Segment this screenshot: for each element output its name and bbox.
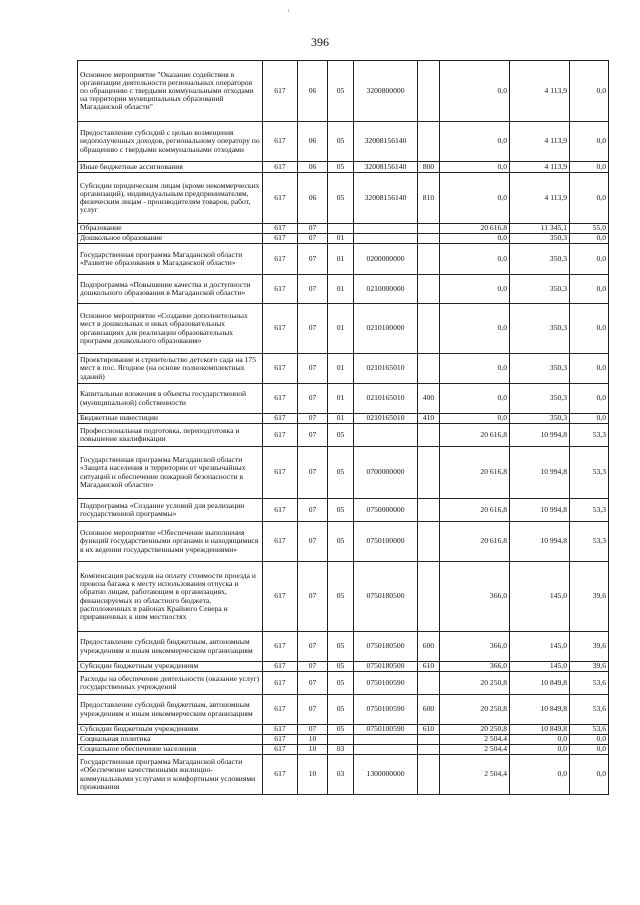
cell-name: Основное мероприятие «Обеспечение выполнения функций государственными органами и находящимися в их ведении государственными учреждениями» [78,522,263,562]
cell-target-article: 0210165010 [354,384,418,414]
cell-planned: 0,0 [440,275,510,304]
cell-name: Государственная программа Магаданской области «Развитие образования в Магаданской области» [78,244,263,275]
cell-name: Расходы на обеспечение деятельности (оказание услуг) государственных учреждений [78,672,263,695]
cell-target-article [354,745,418,755]
cell-planned: 0,0 [440,162,510,173]
cell-percent: 0,0 [570,173,609,224]
table-row [78,755,609,795]
cell-grbs: 617 [263,695,298,725]
cell-subsection: 01 [328,414,354,424]
cell-expense-type: 600 [418,632,440,662]
cell-expense-type [418,234,440,244]
cell-executed: 10 994,8 [510,424,570,447]
cell-subsection: 05 [328,447,354,499]
table-row [78,735,609,745]
cell-percent: 53,6 [570,672,609,695]
cell-executed: 4 113,9 [510,162,570,173]
cell-target-article: 0200000000 [354,244,418,275]
cell-planned: 20 616,8 [440,522,510,562]
cell-planned: 0,0 [440,414,510,424]
cell-percent: 0,0 [570,61,609,122]
cell-target-article: 0750180500 [354,662,418,672]
cell-target-article: 0750100000 [354,522,418,562]
cell-expense-type [418,447,440,499]
cell-executed: 350,3 [510,414,570,424]
cell-expense-type [418,522,440,562]
cell-grbs: 617 [263,672,298,695]
cell-subsection: 03 [328,745,354,755]
cell-section: 06 [298,162,328,173]
cell-name: Государственная программа Магаданской области «Защита населения и территории от чрезвычайных ситуаций и обеспечение пожарной безопасности в Магаданской области» [78,447,263,499]
cell-subsection: 01 [328,384,354,414]
table-row [78,122,609,162]
cell-name: Социальная политика [78,735,263,745]
cell-name: Основное мероприятие «Создание дополнительных мест в дошкольных и иных образовательных организациях для реализации образовательных программ дошкольного образования» [78,304,263,354]
cell-name: Проектирование и строительство детского сада на 175 мест в пос. Ягодное (на основе полнокомплектных зданий) [78,354,263,384]
cell-grbs: 617 [263,304,298,354]
cell-section: 10 [298,745,328,755]
table-row [78,224,609,234]
cell-section: 07 [298,304,328,354]
cell-executed: 10 994,8 [510,499,570,522]
cell-executed: 10 849,8 [510,725,570,735]
cell-section: 07 [298,695,328,725]
cell-percent: 0,0 [570,384,609,414]
cell-section: 07 [298,224,328,234]
cell-subsection: 05 [328,725,354,735]
cell-planned: 0,0 [440,244,510,275]
cell-subsection: 05 [328,632,354,662]
cell-planned: 20 616,8 [440,424,510,447]
page-number: 396 [311,35,329,49]
cell-name: Образование [78,224,263,234]
cell-executed: 10 994,8 [510,522,570,562]
table-row [78,244,609,275]
table-row [78,275,609,304]
cell-planned: 20 616,8 [440,224,510,234]
cell-subsection: 01 [328,244,354,275]
cell-executed: 350,3 [510,354,570,384]
table-row [78,414,609,424]
cell-expense-type: 400 [418,384,440,414]
cell-section: 07 [298,275,328,304]
cell-section: 07 [298,632,328,662]
cell-name: Предоставление субсидий бюджетным, автономным учреждениям и иным некоммерческим организациям [78,695,263,725]
cell-section: 07 [298,662,328,672]
cell-executed: 4 113,9 [510,61,570,122]
cell-name: Предоставление субсидий бюджетным, автономным учреждениям и иным некоммерческим организациям [78,632,263,662]
cell-grbs: 617 [263,61,298,122]
cell-name: Иные бюджетные ассигнования [78,162,263,173]
cell-expense-type [418,224,440,234]
cell-grbs: 617 [263,424,298,447]
cell-planned: 0,0 [440,61,510,122]
cell-expense-type [418,122,440,162]
cell-target-article: 0750180500 [354,562,418,632]
cell-percent: 39,6 [570,632,609,662]
table-row [78,304,609,354]
cell-target-article [354,224,418,234]
cell-planned: 0,0 [440,304,510,354]
budget-table-container [77,60,608,795]
cell-executed: 10 849,8 [510,695,570,725]
cell-subsection: 05 [328,162,354,173]
cell-percent: 0,0 [570,122,609,162]
cell-executed: 350,3 [510,384,570,414]
cell-expense-type: 410 [418,414,440,424]
cell-percent: 39,6 [570,562,609,632]
cell-subsection: 05 [328,61,354,122]
cell-target-article: 0700000000 [354,447,418,499]
cell-grbs: 617 [263,755,298,795]
cell-percent: 0,0 [570,162,609,173]
cell-section: 07 [298,384,328,414]
cell-percent: 53,3 [570,522,609,562]
cell-percent: 0,0 [570,275,609,304]
cell-name: Капитальные вложения в объекты государственной (муниципальной) собственности [78,384,263,414]
cell-grbs: 617 [263,447,298,499]
cell-name: Компенсация расходов на оплату стоимости проезда и провоза багажа к месту использования отпуска и обратно лицам, работающим в организациях, финансируемых из областного бюджета, расположенных в районах Крайнего Севера и приравненных к ним местностях [78,562,263,632]
cell-percent: 0,0 [570,735,609,745]
cell-section: 07 [298,562,328,632]
cell-target-article: 0750000000 [354,499,418,522]
cell-section: 07 [298,522,328,562]
cell-percent: 0,0 [570,244,609,275]
cell-subsection: 05 [328,122,354,162]
cell-expense-type [418,562,440,632]
cell-target-article: 0750100590 [354,672,418,695]
cell-subsection: 05 [328,562,354,632]
cell-section: 10 [298,735,328,745]
cell-executed: 145,0 [510,662,570,672]
cell-subsection: 05 [328,173,354,224]
cell-subsection: 03 [328,755,354,795]
cell-percent: 53,6 [570,695,609,725]
cell-grbs: 617 [263,414,298,424]
cell-planned: 0,0 [440,173,510,224]
table-row [78,522,609,562]
cell-executed: 10 994,8 [510,447,570,499]
cell-executed: 350,3 [510,304,570,354]
cell-subsection: 05 [328,695,354,725]
cell-executed: 11 345,1 [510,224,570,234]
cell-target-article [354,735,418,745]
cell-target-article: 32008156140 [354,122,418,162]
table-row [78,354,609,384]
table-row [78,672,609,695]
cell-target-article: 32008156140 [354,173,418,224]
cell-percent: 53,3 [570,499,609,522]
cell-subsection: 05 [328,499,354,522]
cell-percent: 0,0 [570,304,609,354]
cell-percent: 53,3 [570,424,609,447]
cell-subsection: 01 [328,304,354,354]
cell-target-article: 32008156140 [354,162,418,173]
cell-subsection [328,735,354,745]
cell-target-article [354,424,418,447]
cell-executed: 0,0 [510,735,570,745]
cell-expense-type [418,672,440,695]
table-row [78,562,609,632]
cell-executed: 0,0 [510,745,570,755]
cell-subsection: 05 [328,424,354,447]
cell-grbs: 617 [263,244,298,275]
table-row [78,632,609,662]
cell-section: 06 [298,122,328,162]
cell-planned: 0,0 [440,122,510,162]
cell-grbs: 617 [263,354,298,384]
cell-subsection: 05 [328,662,354,672]
cell-subsection: 01 [328,234,354,244]
cell-target-article: 0210165010 [354,414,418,424]
cell-section: 07 [298,447,328,499]
cell-planned: 366,0 [440,562,510,632]
cell-name: Подпрограмма «Создание условий для реализации государственной программы» [78,499,263,522]
cell-name: Субсидии бюджетным учреждениям [78,725,263,735]
table-row [78,725,609,735]
cell-subsection [328,224,354,234]
cell-grbs: 617 [263,234,298,244]
cell-name: Основное мероприятие "Оказание содействия в организации деятельности региональных операторов по обращению с твердыми коммунальными отходами на территории муниципальных образований Магаданской области" [78,61,263,122]
cell-executed: 145,0 [510,632,570,662]
cell-planned: 0,0 [440,384,510,414]
cell-target-article: 3200800000 [354,61,418,122]
cell-grbs: 617 [263,173,298,224]
cell-subsection: 01 [328,275,354,304]
cell-percent: 0,0 [570,745,609,755]
table-row [78,662,609,672]
cell-planned: 20 250,8 [440,672,510,695]
cell-grbs: 617 [263,725,298,735]
table-body [78,61,609,795]
cell-percent: 39,6 [570,662,609,672]
cell-executed: 0,0 [510,755,570,795]
cell-name: Субсидии бюджетным учреждениям [78,662,263,672]
table-row [78,162,609,173]
cell-section: 07 [298,499,328,522]
cell-expense-type [418,424,440,447]
cell-name: Государственная программа Магаданской области «Обеспечение качественными жилищно-коммунальными услугами и комфортными условиями проживания [78,755,263,795]
cell-target-article: 0750100590 [354,725,418,735]
cell-expense-type: 600 [418,695,440,725]
cell-section: 07 [298,354,328,384]
cell-expense-type [418,755,440,795]
cell-planned: 366,0 [440,632,510,662]
cell-planned: 20 250,8 [440,695,510,725]
cell-grbs: 617 [263,632,298,662]
cell-expense-type [418,354,440,384]
cell-planned: 0,0 [440,354,510,384]
cell-section: 07 [298,672,328,695]
cell-grbs: 617 [263,122,298,162]
cell-percent: 55,0 [570,224,609,234]
cell-section: 07 [298,424,328,447]
cell-planned: 20 616,8 [440,447,510,499]
cell-expense-type [418,244,440,275]
cell-name: Социальное обеспечение населения [78,745,263,755]
cell-planned: 2 504,4 [440,745,510,755]
cell-name: Субсидии юридическим лицам (кроме некоммерческих организаций), индивидуальным предпринимателям, физическим лицам - производителям товаров, работ, услуг [78,173,263,224]
cell-target-article: 0750180500 [354,632,418,662]
cell-expense-type: 810 [418,173,440,224]
cell-grbs: 617 [263,275,298,304]
cell-section: 07 [298,244,328,275]
cell-grbs: 617 [263,384,298,414]
cell-section: 07 [298,234,328,244]
cell-grbs: 617 [263,745,298,755]
cell-section: 06 [298,173,328,224]
cell-section: 07 [298,414,328,424]
table-row [78,384,609,414]
cell-percent: 0,0 [570,414,609,424]
cell-percent: 53,3 [570,447,609,499]
cell-percent: 53,6 [570,725,609,735]
cell-executed: 4 113,9 [510,173,570,224]
cell-planned: 2 504,4 [440,735,510,745]
cell-expense-type [418,275,440,304]
cell-planned: 20 250,8 [440,725,510,735]
cell-expense-type: 610 [418,662,440,672]
table-row [78,695,609,725]
cell-section: 06 [298,61,328,122]
cell-executed: 350,3 [510,275,570,304]
table-row [78,234,609,244]
cell-target-article: 0210100000 [354,304,418,354]
cell-grbs: 617 [263,735,298,745]
cell-executed: 350,3 [510,234,570,244]
cell-percent: 0,0 [570,234,609,244]
table-row [78,424,609,447]
cell-grbs: 617 [263,562,298,632]
cell-target-article [354,234,418,244]
cell-grbs: 617 [263,499,298,522]
cell-planned: 366,0 [440,662,510,672]
cell-name: Дошкольное образование [78,234,263,244]
cell-percent: 0,0 [570,755,609,795]
cell-target-article: 0210165010 [354,354,418,384]
cell-subsection: 05 [328,522,354,562]
cell-percent: 0,0 [570,354,609,384]
cell-expense-type [418,304,440,354]
cell-expense-type [418,499,440,522]
cell-grbs: 617 [263,162,298,173]
scan-mark: ꞌ [288,8,290,17]
cell-executed: 4 113,9 [510,122,570,162]
budget-table [77,60,609,795]
cell-expense-type: 800 [418,162,440,173]
cell-section: 10 [298,755,328,795]
cell-executed: 350,3 [510,244,570,275]
cell-planned: 20 616,8 [440,499,510,522]
cell-grbs: 617 [263,662,298,672]
cell-subsection: 01 [328,354,354,384]
cell-expense-type: 610 [418,725,440,735]
cell-expense-type [418,735,440,745]
cell-name: Бюджетные инвестиции [78,414,263,424]
table-row [78,173,609,224]
cell-name: Подпрограмма «Повышение качества и доступности дошкольного образования в Магаданской области» [78,275,263,304]
cell-planned: 0,0 [440,234,510,244]
cell-name: Профессиональная подготовка, переподготовка и повышение квалификации [78,424,263,447]
cell-section: 07 [298,725,328,735]
cell-grbs: 617 [263,224,298,234]
table-row [78,745,609,755]
cell-executed: 145,0 [510,562,570,632]
table-row [78,447,609,499]
cell-target-article: 0750100590 [354,695,418,725]
table-row [78,499,609,522]
table-row [78,61,609,122]
cell-subsection: 05 [328,672,354,695]
cell-executed: 10 849,8 [510,672,570,695]
cell-expense-type [418,745,440,755]
cell-target-article: 1300000000 [354,755,418,795]
cell-planned: 2 504,4 [440,755,510,795]
cell-expense-type [418,61,440,122]
cell-grbs: 617 [263,522,298,562]
cell-name: Предоставление субсидий с целью возмещения недополученных доходов, региональному оператору по обращению с твердыми коммунальными отходами [78,122,263,162]
cell-target-article: 0210000000 [354,275,418,304]
